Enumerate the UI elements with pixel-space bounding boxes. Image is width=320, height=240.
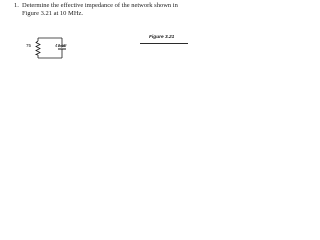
problem-number: 1. <box>14 2 19 9</box>
resistor-symbol <box>36 38 40 58</box>
capacitor-symbol <box>58 38 66 58</box>
capacitor-label: 47 pF <box>55 43 67 48</box>
problem-text: Determine the effective impedance of the network shown in Figure 3.21 at 10 MHz. <box>22 2 178 17</box>
document-page <box>0 0 200 70</box>
resistor-label: 75 <box>26 43 32 48</box>
figure-label: Figure 3.21 <box>149 35 175 40</box>
figure-divider <box>140 43 188 44</box>
